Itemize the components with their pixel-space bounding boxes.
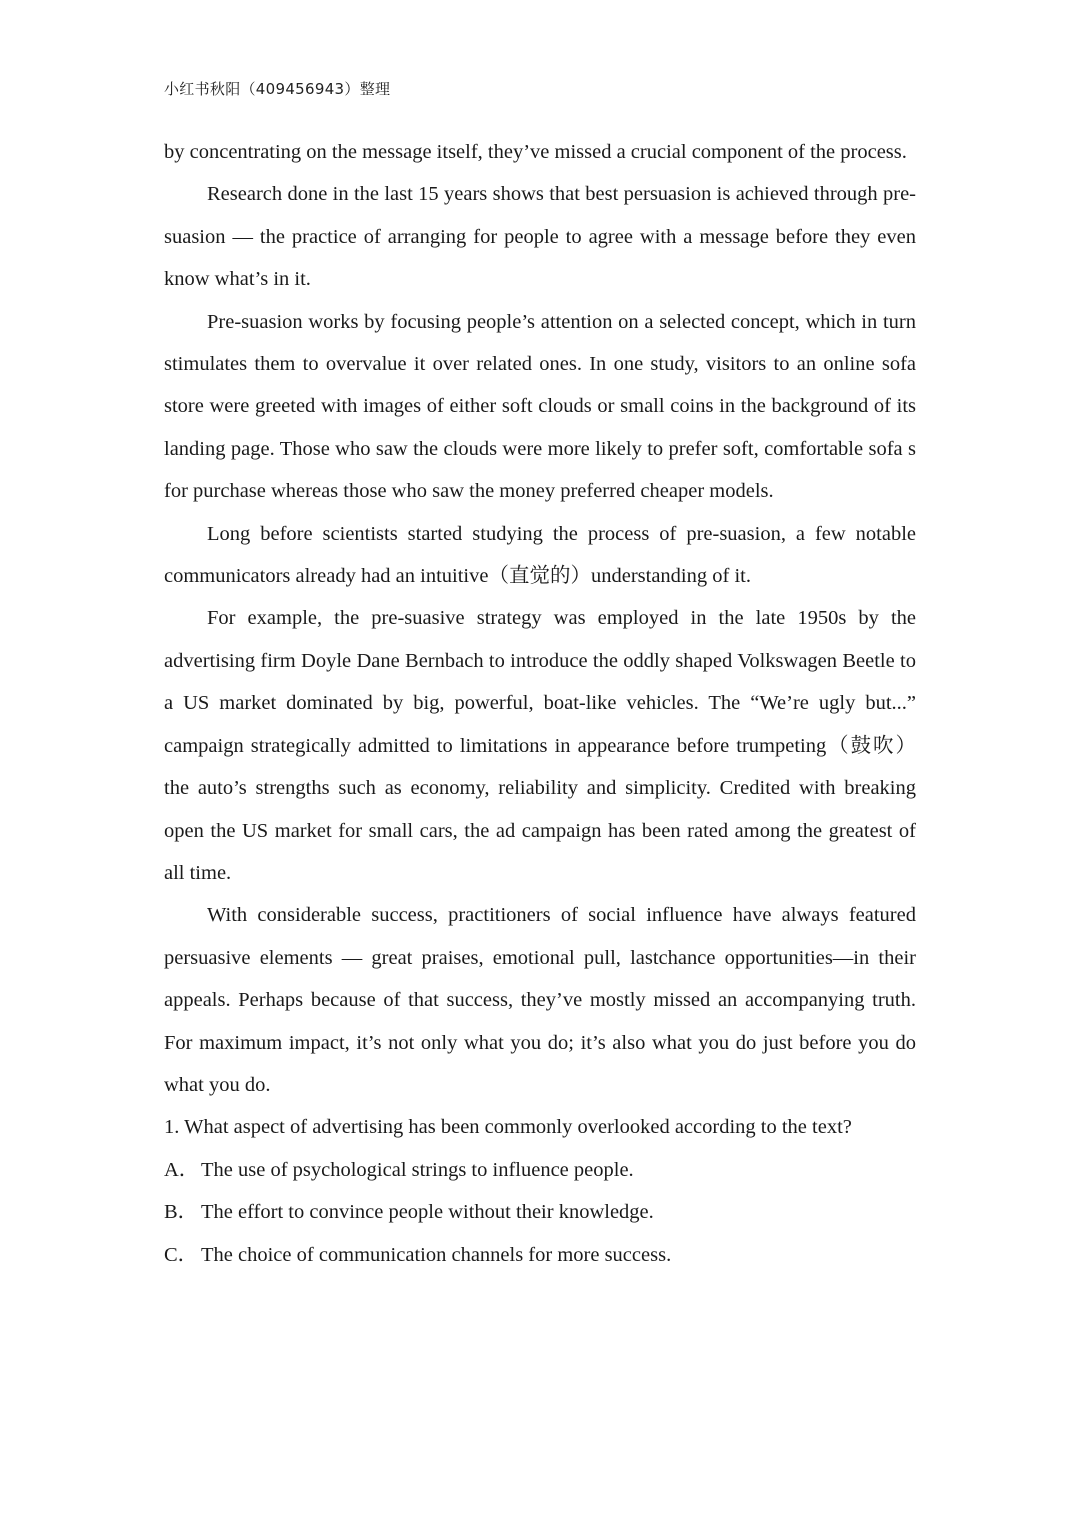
option-c	[164, 1234, 916, 1276]
option-b-text: The effort to convince people without their knowledge.	[201, 1201, 654, 1224]
paragraph-2: Research done in the last 15 years shows that best persuasion is achieved through pre-suasion — the practice of arranging for people to agree with a message before they even know what’s in it.	[164, 183, 916, 291]
option-a-letter: A．	[164, 1158, 200, 1181]
paragraph-1: by concentrating on the message itself, they’ve missed a crucial component of the process.	[164, 141, 907, 163]
option-c-letter: C．	[164, 1243, 199, 1266]
header-note: 小红书秋阳（409456943）整理	[164, 80, 391, 98]
paragraph-3: Pre-suasion works by focusing people’s attention on a selected concept, which in turn stimulates them to overvalue it over related ones. In one study, visitors to an online sofa store were greeted with images of either soft clouds or small coins in the background of its landing page. Those who saw the clouds were more likely to prefer soft, comfortable sofa s for purchase whereas those who saw the money preferred cheaper models.	[164, 310, 916, 503]
option-b	[164, 1191, 916, 1233]
passage-body	[164, 131, 916, 1276]
paragraph-5: For example, the pre-suasive strategy was employed in the late 1950s by the advertising firm Doyle Dane Bernbach to introduce the oddly shaped Volkswagen Beetle to a US market dominated by big, powerful, boat-like vehicles. The “We’re ugly but...” campaign strategically admitted to limitations in appearance before trumpeting（鼓吹）the auto’s strengths such as economy, reliability and simplicity. Credited with breaking open the US market for small cars, the ad campaign has been rated among the greatest of all time.	[164, 607, 916, 884]
paragraph-4: Long before scientists started studying the process of pre-suasion, a few notable communicators already had an intuitive（直觉的）understanding of it.	[164, 522, 916, 588]
question-stem: 1. What aspect of advertising has been commonly overlooked according to the text?	[164, 1116, 852, 1139]
option-a-text: The use of psychological strings to influence people.	[201, 1158, 634, 1181]
option-a	[164, 1149, 916, 1191]
paragraph-6: With considerable success, practitioners of social influence have always featured persuasive elements — great praises, emotional pull, lastchance opportunities—in their appeals. Perhaps because of that success, they’ve mostly missed an accompanying truth. For maximum impact, it’s not only what you do; it’s also what you do just before you do what you do.	[164, 904, 916, 1096]
option-c-text: The choice of communication channels for more success.	[201, 1243, 672, 1266]
option-b-letter: B．	[164, 1201, 199, 1224]
